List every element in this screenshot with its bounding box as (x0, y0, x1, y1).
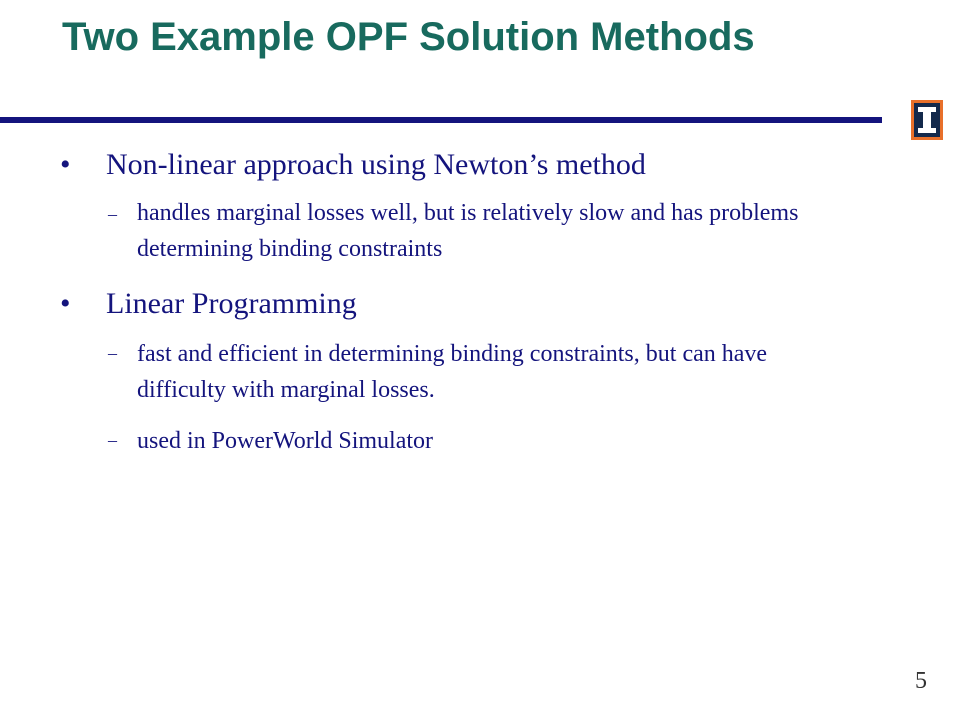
bullet-marker: • (60, 148, 71, 181)
sub-bullet-marker: – (108, 343, 117, 363)
bullet-text-nonlinear: Non-linear approach using Newton’s method (106, 148, 646, 181)
bullet-marker: • (60, 287, 71, 320)
sub-bullet-marker: – (108, 430, 117, 450)
sub-bullet-text-powerworld: used in PowerWorld Simulator (137, 428, 434, 454)
sub-bullet-text-lp-efficiency: fast and efficient in determining binding constraints, but can have difficulty with marginal losses. (137, 341, 768, 403)
slide-title: Two Example OPF Solution Methods (62, 15, 755, 59)
bullet-text-linear-programming: Linear Programming (106, 287, 357, 320)
sub-bullet-marker: – (108, 204, 117, 224)
page-number: 5 (915, 668, 927, 694)
sub-bullet-text-nonlinear-losses: handles marginal losses well, but is relatively slow and has problems determining binding constraints (137, 200, 799, 262)
